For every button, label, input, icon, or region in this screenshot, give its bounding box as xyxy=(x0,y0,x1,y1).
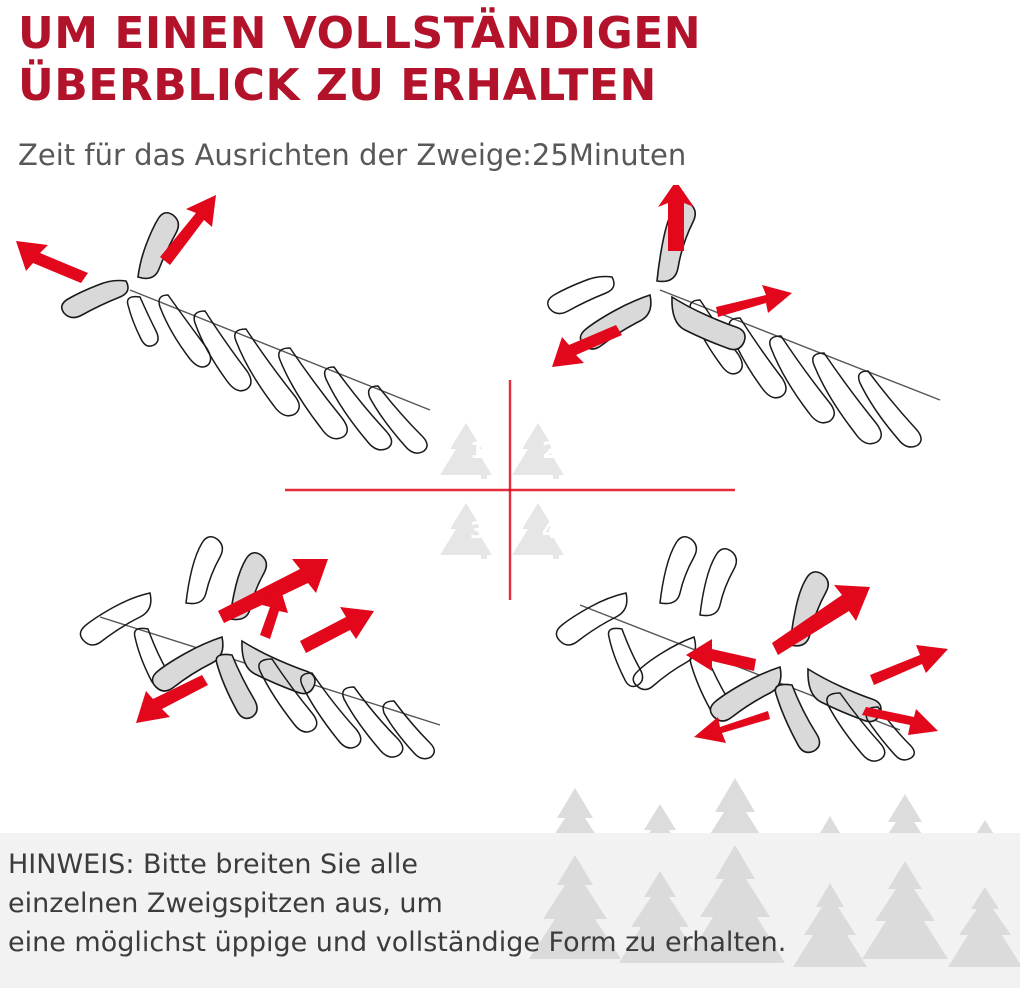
hinweis-line-2: einzelnen Zweigspitzen aus, um xyxy=(8,888,443,920)
hinweis-note xyxy=(8,845,1012,962)
quadrant-marker-2 xyxy=(512,423,564,479)
quadrant-number-4: 4 xyxy=(542,519,558,544)
quadrant-marker-3 xyxy=(440,503,492,559)
subtitle-time-note: Zeit für das Ausrichten der Zweige:25Minuten xyxy=(18,138,687,172)
hinweis-line-3: eine möglichst üppige und vollständige Form zu erhalten. xyxy=(8,927,787,959)
arrow-group-step-1 xyxy=(16,195,216,283)
quadrant-number-1: 1 xyxy=(470,439,486,464)
quadrant-marker-4 xyxy=(512,503,564,559)
assembly-diagram xyxy=(0,185,1020,805)
hinweis-line-1: HINWEIS: Bitte breiten Sie alle xyxy=(8,849,419,880)
quadrant-marker-1 xyxy=(440,423,492,479)
center-axis xyxy=(285,380,735,600)
page-title xyxy=(18,8,998,112)
page-title-line-1: UM EINEN VOLLSTÄNDIGEN xyxy=(18,8,702,59)
page-title-line-2: ÜBERBLICK ZU ERHALTEN xyxy=(18,59,657,111)
tree-illustration-step-4 xyxy=(556,537,948,761)
quadrant-number-3: 3 xyxy=(470,519,486,544)
quadrant-number-2: 2 xyxy=(542,439,558,464)
tree-illustration-step-3 xyxy=(80,537,440,759)
tree-illustration-step-2 xyxy=(548,185,940,447)
tree-illustration-step-1 xyxy=(16,195,430,453)
